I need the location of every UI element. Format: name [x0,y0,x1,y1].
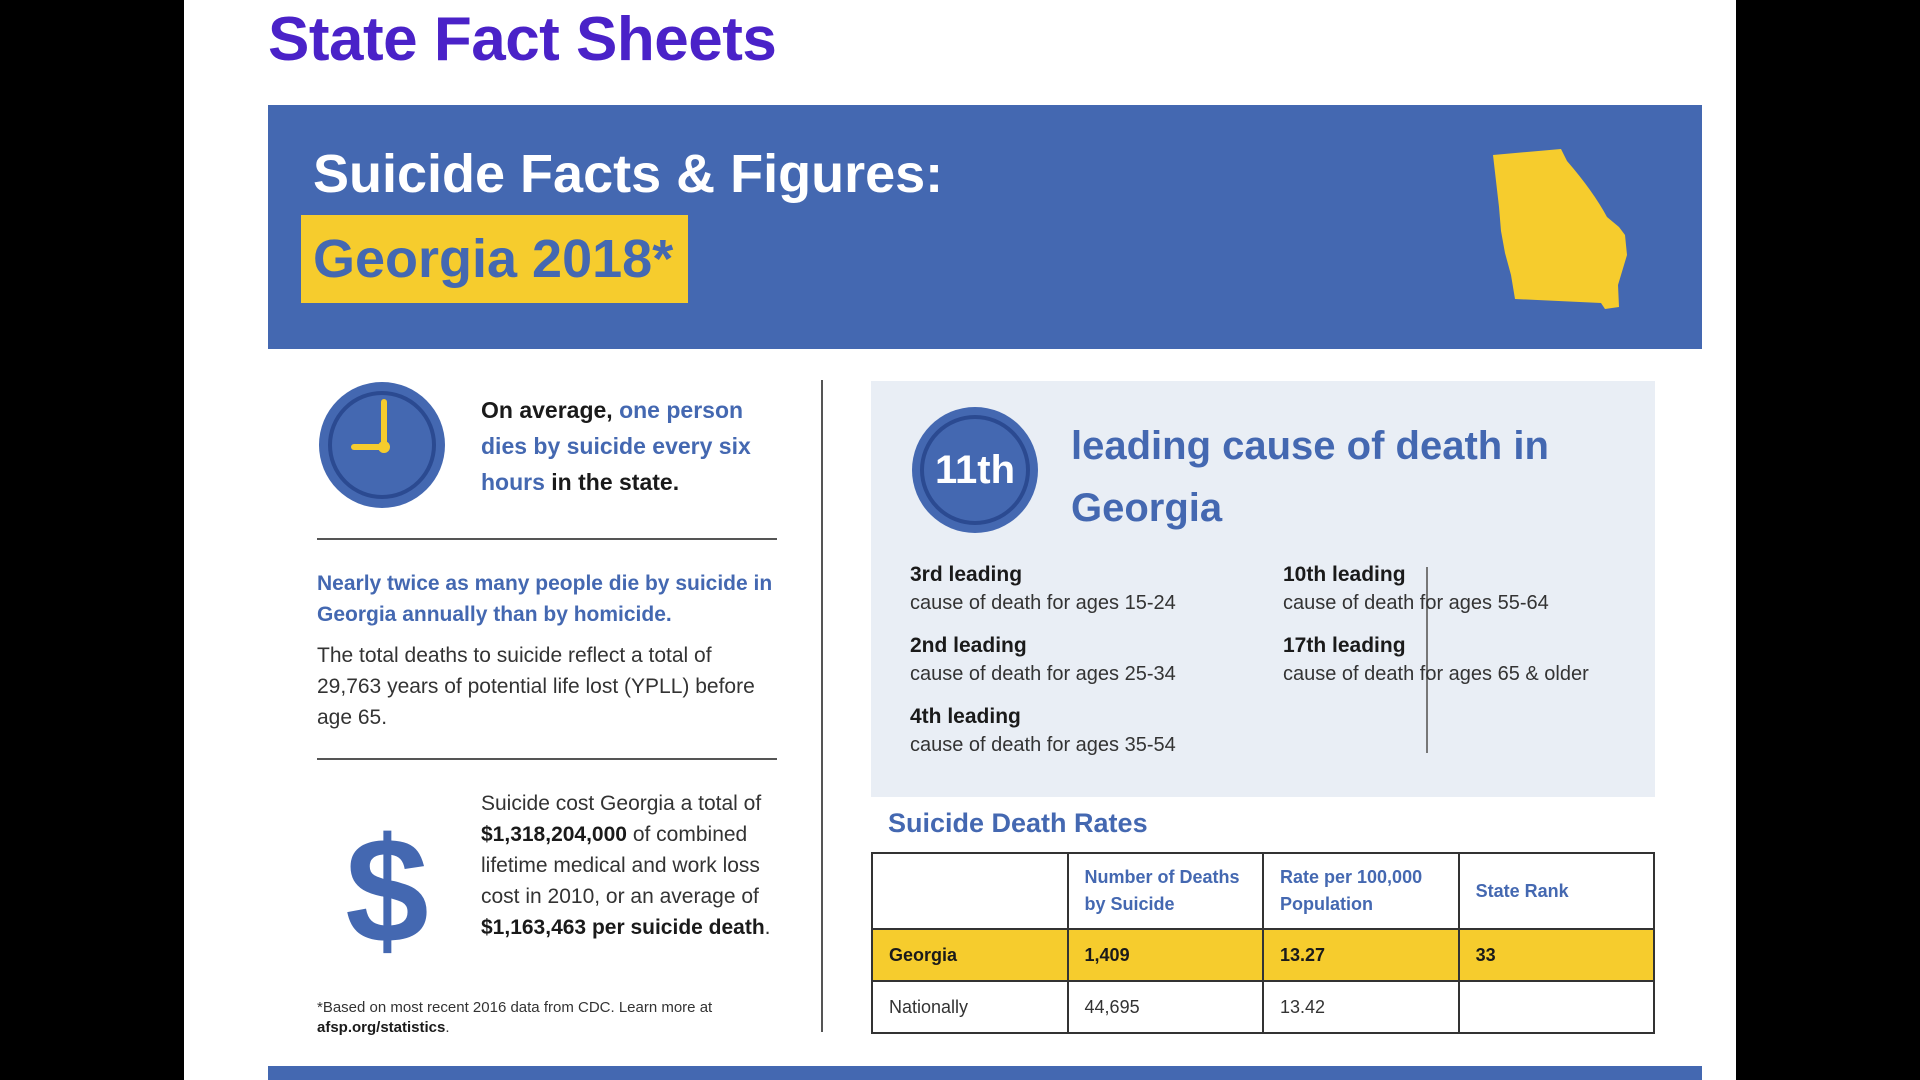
table-cell: 33 [1459,929,1654,981]
svg-text:$: $ [345,812,429,962]
divider [317,538,777,540]
age-rank-item: 2nd leading cause of death for ages 25-34 [910,634,1176,685]
header-banner [268,105,1702,349]
footer-bar [268,1066,1702,1080]
page-title: State Fact Sheets [268,5,777,74]
table-cell: Georgia [872,929,1068,981]
leading-cause-panel [871,381,1655,797]
banner-state-year: Georgia 2018* [301,215,688,303]
table-header-cell: State Rank [1459,853,1654,929]
table-cell: Nationally [872,981,1068,1033]
table-row [872,981,1654,1033]
suicide-death-rates-table [871,852,1655,1034]
clock-icon [317,380,447,510]
statistics-link[interactable]: afsp.org/statistics [317,1019,446,1036]
table-cell: 44,695 [1068,981,1263,1033]
rank-badge-text: 11th [934,448,1016,492]
age-rank-list-right [1283,561,1623,703]
table-cell [1459,981,1654,1033]
table-header-cell [872,853,1068,929]
every-six-hours-statement: On average, one person dies by suicide every six hours in the state. [481,397,751,495]
age-rank-item: 10th leading cause of death for ages 55-64 [1283,563,1549,614]
homicide-comparison-heading: Nearly twice as many people die by suicide in Georgia annually than by homicide. [317,572,773,626]
table-header-row [872,853,1654,929]
table-cell: 13.42 [1263,981,1459,1033]
table-header-cell: Rate per 100,000 Population [1263,853,1459,929]
footnote: *Based on most recent 2016 data from CDC. Learn more at afsp.org/statistics. [317,999,713,1036]
ypll-statement: The total deaths to suicide reflect a total of 29,763 years of potential life lost (YPLL) before age 65. [317,644,755,729]
leading-cause-title: leading cause of death in Georgia [1071,424,1549,530]
table-row [872,929,1654,981]
table-header-cell: Number of Deaths by Suicide [1068,853,1263,929]
table-cell: 13.27 [1263,929,1459,981]
georgia-map-icon [1483,147,1673,327]
cost-statement: Suicide cost Georgia a total of $1,318,204,000 of combined lifetime medical and work loss cost in 2010, or an average of $1,163,463 per suicide death. [481,792,771,939]
dollar-icon [337,812,437,962]
banner-title: Suicide Facts & Figures: [313,144,944,204]
column-divider [821,380,823,1032]
fact-sheet-page [184,0,1736,1080]
age-rank-item: 3rd leading cause of death for ages 15-24 [910,563,1176,614]
rates-table-title: Suicide Death Rates [888,808,1148,838]
table-cell: 1,409 [1068,929,1263,981]
age-rank-item: 4th leading cause of death for ages 35-54 [910,705,1176,756]
age-rank-item: 17th leading cause of death for ages 65 & older [1283,634,1589,685]
divider [317,758,777,760]
age-rank-list-left [910,561,1250,774]
